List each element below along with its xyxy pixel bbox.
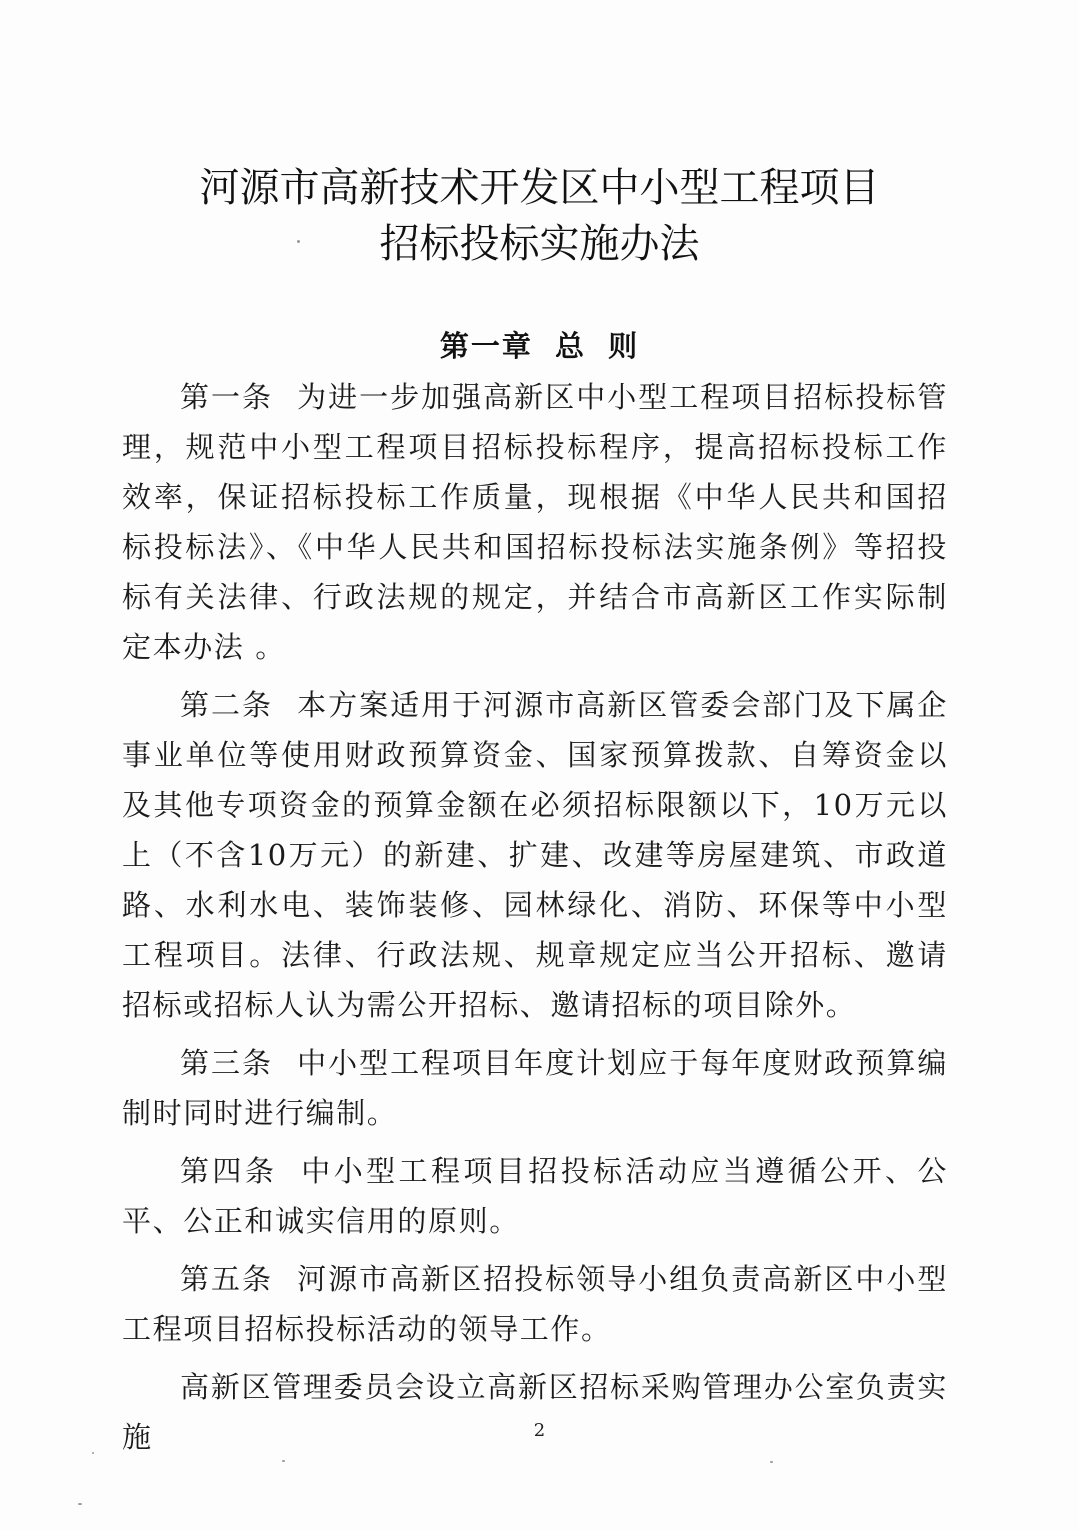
- article-label: 第二条: [180, 688, 274, 722]
- article-text: 为进一步加强高新区中小型工程项目招标投标管理，规范中小型工程项目招标投标程序，提高招标投标工作效率，保证招标投标工作质量，现根据《中华人民共和国招标投标法》、《中华人民共和国招标投标法实施条例》等招投标有关法律、行政法规的规定，并结合市高新区工作实际制定本办法 。: [122, 380, 948, 664]
- scan-speck: [78, 1503, 82, 1505]
- article-2: [122, 680, 948, 1030]
- article-text: 本方案适用于河源市高新区管委会部门及下属企事业单位等使用财政预算资金、国家预算拨款、自筹资金以及其他专项资金的预算金额在必须招标限额以下，10万元以上（不含10万元）的新建、扩建、改建等房屋建筑、市政道路、水利水电、装饰装修、园林绿化、消防、环保等中小型工程项目。法律、行政法规、规章规定应当公开招标、邀请招标或招标人认为需公开招标、邀请招标的项目除外。: [122, 688, 948, 1022]
- scan-speck: [770, 1461, 773, 1463]
- article-label: 第一条: [180, 380, 274, 414]
- article-4: [122, 1146, 948, 1246]
- article-label: 第五条: [180, 1262, 274, 1296]
- scan-speck: [297, 240, 300, 243]
- continuation-paragraph: [122, 1362, 948, 1462]
- article-label: 第四条: [180, 1154, 278, 1188]
- article-1: [122, 372, 948, 672]
- document-body: [122, 372, 948, 1470]
- chapter-heading: 第一章 总 则: [439, 329, 640, 363]
- paragraph-text: 高新区管理委员会设立高新区招标采购管理办公室负责实施: [122, 1370, 948, 1454]
- document-title-line-1: 河源市高新技术开发区中小型工程项目: [199, 165, 880, 211]
- article-label: 第三条: [180, 1046, 274, 1080]
- page-number: 2: [533, 1420, 546, 1441]
- article-3: [122, 1038, 948, 1138]
- scan-speck: [92, 1452, 94, 1454]
- article-text: 中小型工程项目招投标活动应当遵循公开、公平、公正和诚实信用的原则。: [122, 1154, 948, 1238]
- article-text: 中小型工程项目年度计划应于每年度财政预算编制时同时进行编制。: [122, 1046, 948, 1130]
- scan-speck: [282, 1460, 285, 1462]
- article-text: 河源市高新区招投标领导小组负责高新区中小型工程项目招标投标活动的领导工作。: [122, 1262, 948, 1346]
- article-5: [122, 1254, 948, 1354]
- document-title-line-2: 招标投标实施办法: [379, 221, 700, 267]
